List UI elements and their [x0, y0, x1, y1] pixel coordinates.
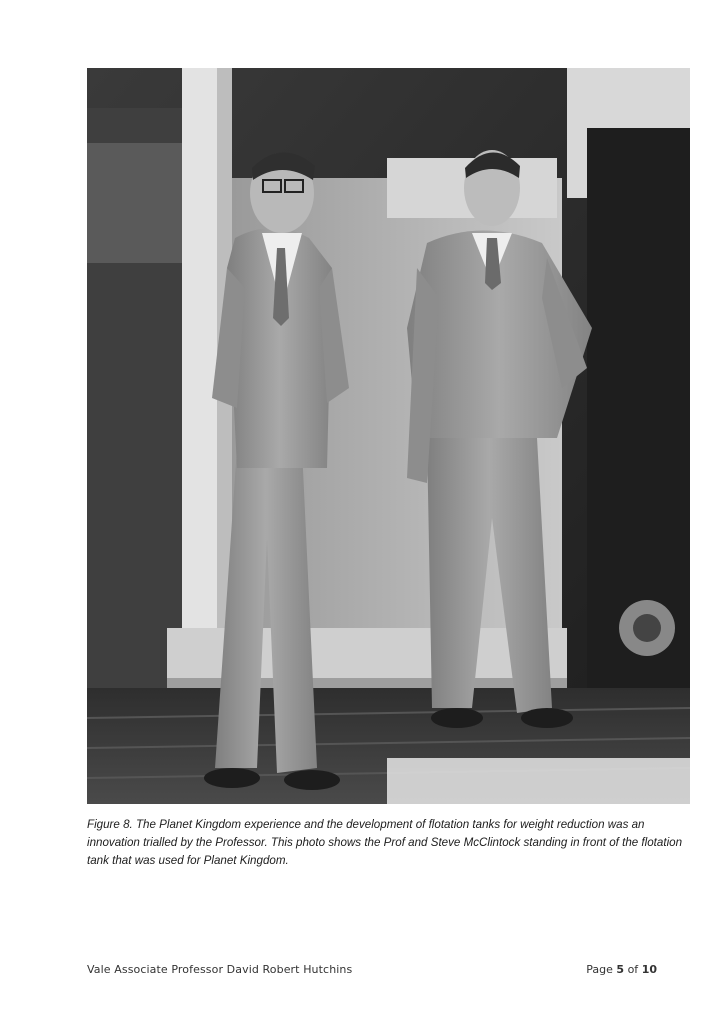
page-total: 10: [641, 963, 657, 976]
figure-photo: [87, 68, 690, 804]
page-footer: [87, 963, 657, 981]
photo-image: [87, 68, 690, 804]
page-number: [586, 963, 657, 976]
page-current: 5: [616, 963, 625, 976]
footer-title: Vale Associate Professor David Robert Hutchins: [87, 963, 353, 976]
figure-caption: Figure 8. The Planet Kingdom experience and the development of flotation tanks for weight reduction was an innovation trialled by the Professor. This photo shows the Prof and Steve McClintock standing in front of the flotation tank that was used for Planet Kingdom.: [87, 818, 683, 867]
page-prefix: Page: [586, 963, 617, 976]
page-of: of: [624, 963, 642, 976]
